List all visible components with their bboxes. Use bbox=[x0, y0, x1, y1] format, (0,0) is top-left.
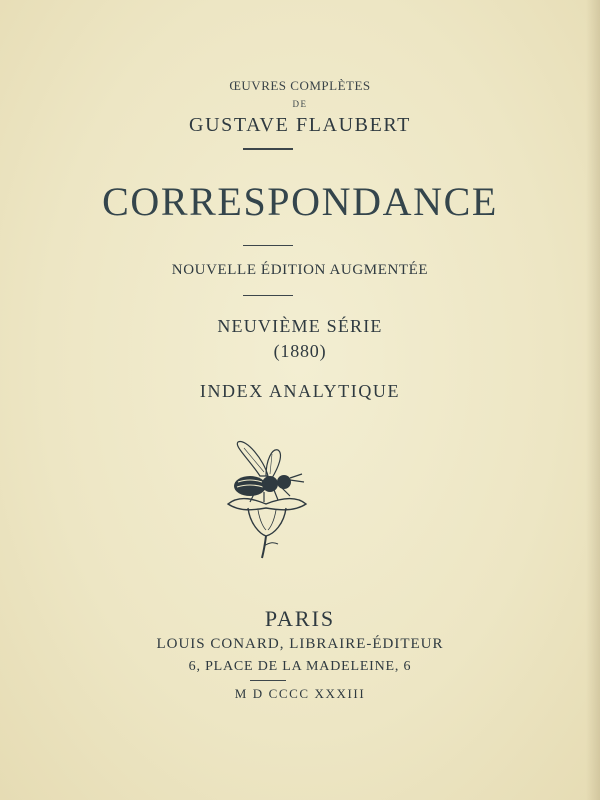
bee-on-flower-icon bbox=[220, 438, 316, 560]
book-title: CORRESPONDANCE bbox=[102, 179, 498, 224]
series-number: NEUVIÈME SÉRIE bbox=[217, 316, 383, 336]
divider-rule bbox=[243, 148, 293, 150]
publisher-name: LOUIS CONARD, LIBRAIRE-ÉDITEUR bbox=[156, 636, 444, 652]
series-title: ŒUVRES COMPLÈTES bbox=[229, 78, 371, 93]
author-name: GUSTAVE FLAUBERT bbox=[189, 114, 411, 136]
divider-rule bbox=[243, 295, 293, 296]
publisher-address: 6, PLACE DE LA MADELEINE, 6 bbox=[188, 659, 412, 674]
series-year: (1880) bbox=[273, 341, 327, 361]
divider-rule bbox=[250, 680, 286, 681]
divider-rule bbox=[243, 245, 293, 246]
publication-date: M D CCCC XXXIII bbox=[234, 686, 366, 701]
series-connector: DE bbox=[292, 99, 308, 109]
volume-subtitle: INDEX ANALYTIQUE bbox=[199, 381, 401, 401]
edition-note: NOUVELLE ÉDITION AUGMENTÉE bbox=[171, 262, 429, 278]
publication-city: PARIS bbox=[264, 606, 336, 631]
